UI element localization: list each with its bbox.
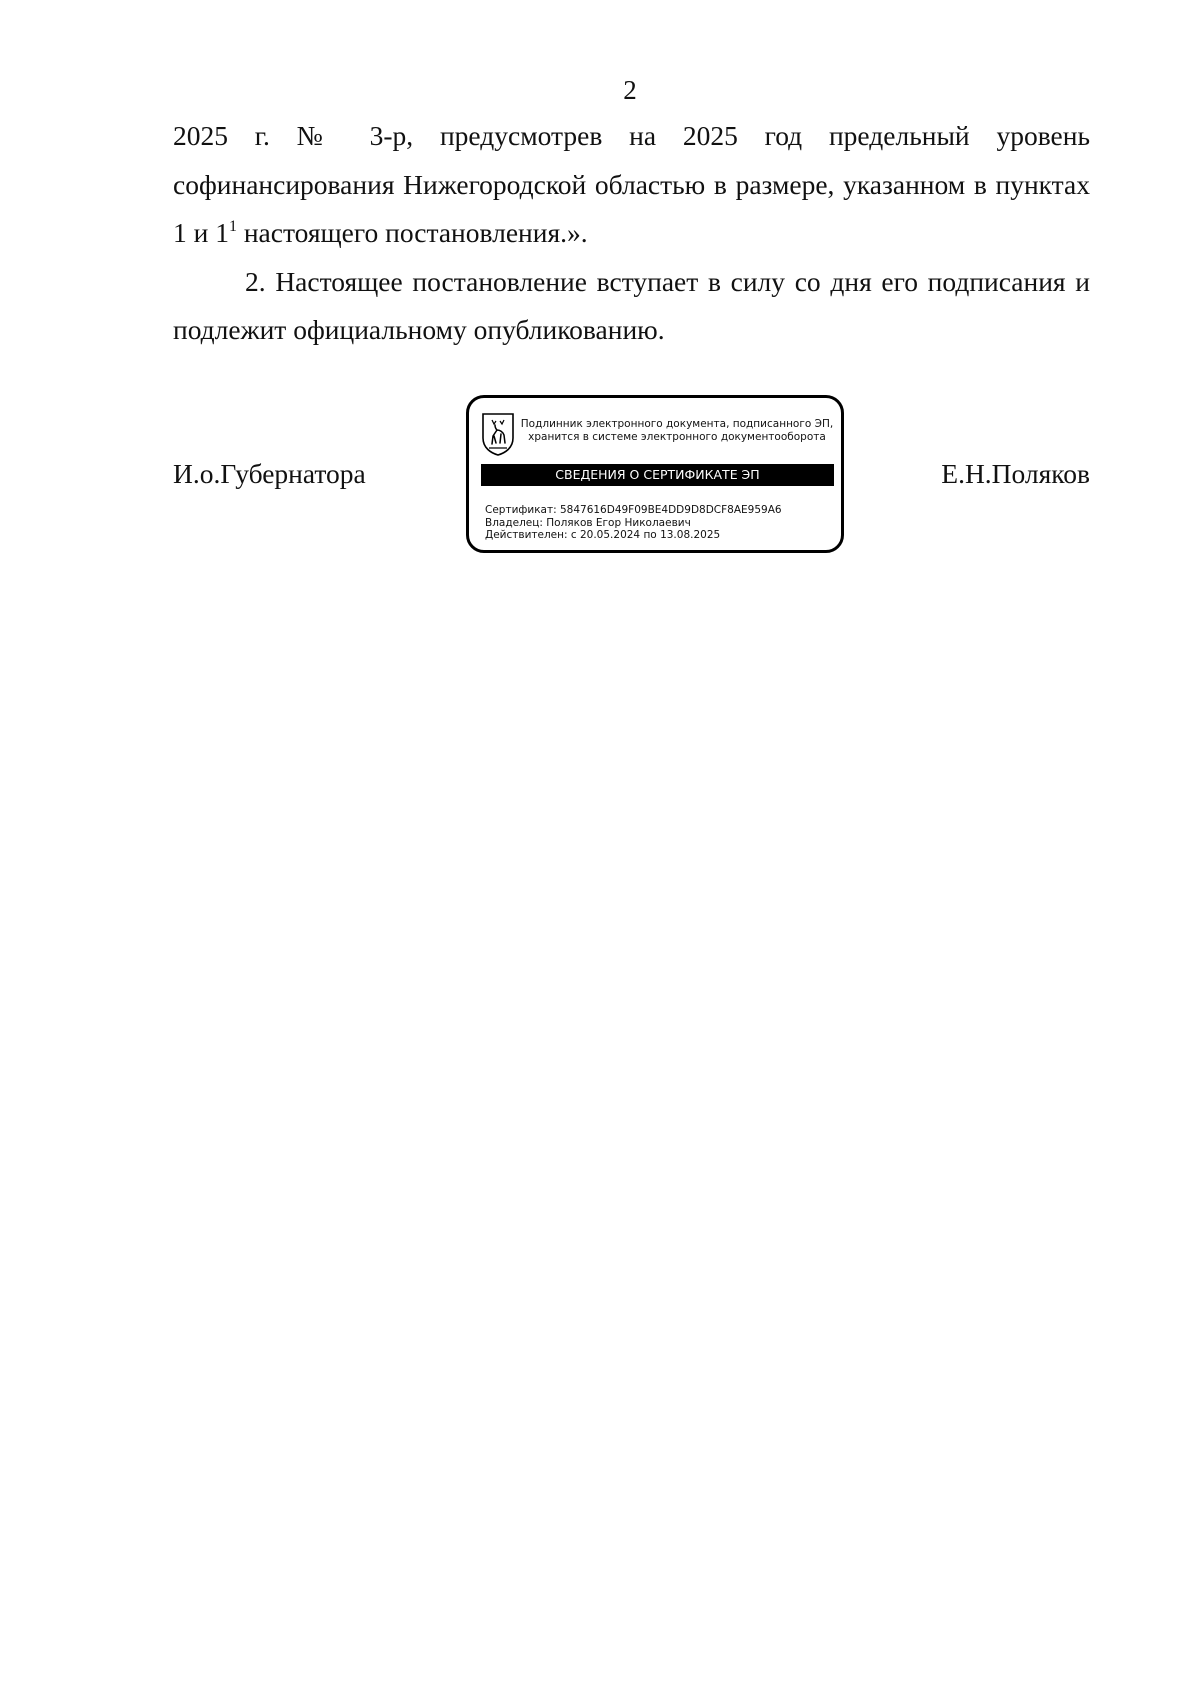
document-body [173, 112, 1090, 355]
paragraph-1-superscript: 1 [228, 217, 237, 235]
signatory-position: И.о.Губернатора [173, 458, 366, 489]
coat-of-arms-icon [481, 412, 515, 456]
certificate-validity: Действителен: с 20.05.2024 по 13.08.2025 [485, 529, 721, 541]
stamp-header [517, 418, 837, 444]
electronic-signature-stamp [466, 395, 844, 553]
paragraph-1-tail: настоящего постановления.». [236, 217, 588, 248]
page-number: 2 [623, 75, 637, 105]
paragraph-1-text: 2025 г. № 3-р, предусмотрев на 2025 год предельный уровень софинансирования Нижегородской областью в размере, указанном в пунктах 1 и 1 [173, 120, 1090, 248]
certificate-owner: Владелец: Поляков Егор Николаевич [485, 516, 691, 529]
certificate-number: Сертификат: 5847616D49F09BE4DD9D8DCF8AE959A6 [485, 504, 782, 516]
paragraph-1 [173, 112, 1090, 258]
paragraph-2: 2. Настоящее постановление вступает в силу со дня его подписания и подлежит официальному опубликованию. [173, 265, 1090, 345]
stamp-details [485, 504, 782, 542]
stamp-header-line-2: хранится в системе электронного документооборота [528, 431, 826, 443]
stamp-title-bar: СВЕДЕНИЯ О СЕРТИФИКАТЕ ЭП [481, 464, 834, 486]
stamp-header-line-1: Подлинник электронного документа, подписанного ЭП, [520, 418, 834, 430]
signatory-name: Е.Н.Поляков [941, 458, 1090, 489]
